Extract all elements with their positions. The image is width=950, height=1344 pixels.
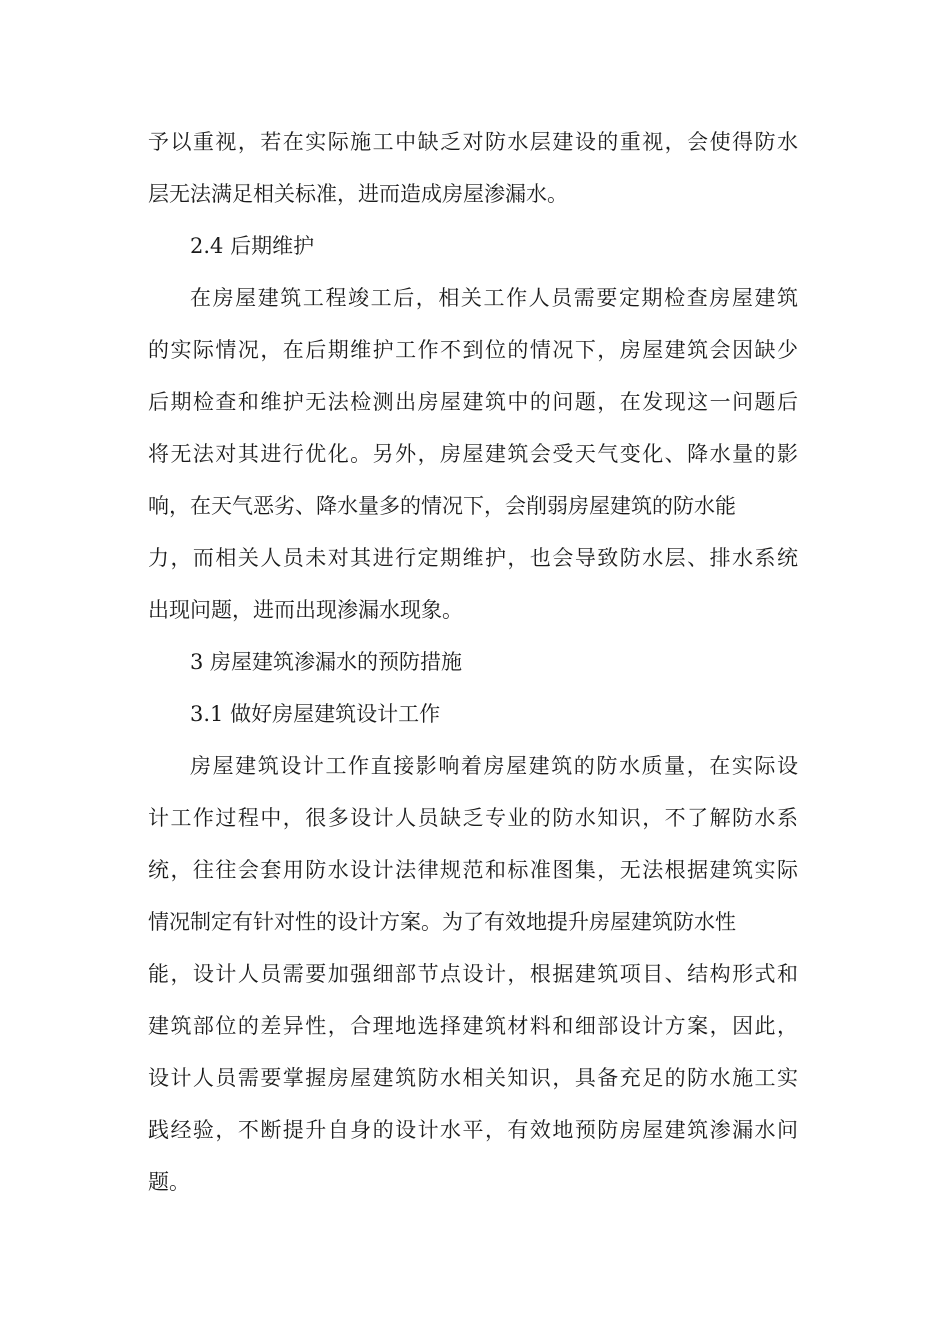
paragraph-line: 能，设计人员需要加强细部节点设计，根据建筑项目、结构形式和 [148,962,798,986]
paragraph-line: 设计人员需要掌握房屋建筑防水相关知识，具备充足的防水施工实 [148,1066,798,1090]
paragraph-line: 计工作过程中，很多设计人员缺乏专业的防水知识，不了解防水系 [148,806,798,830]
paragraph-line: 出现问题，进而出现渗漏水现象。 [148,598,463,622]
subsection-heading: 3.1 做好房屋建筑设计工作 [190,702,441,726]
paragraph-line: 情况制定有针对性的设计方案。为了有效地提升房屋建筑防水性 [148,910,736,934]
paragraph-line: 后期检查和维护无法检测出房屋建筑中的问题，在发现这一问题后 [148,390,798,414]
paragraph-line: 将无法对其进行优化。另外，房屋建筑会受天气变化、降水量的影 [148,442,798,466]
paragraph-line: 力，而相关人员未对其进行定期维护，也会导致防水层、排水系统 [148,546,798,570]
paragraph-line: 层无法满足相关标准，进而造成房屋渗漏水。 [148,182,568,206]
paragraph-line: 响，在天气恶劣、降水量多的情况下，会削弱房屋建筑的防水能 [148,494,736,518]
section-heading: 3 房屋建筑渗漏水的预防措施 [190,650,463,674]
paragraph-line: 的实际情况，在后期维护工作不到位的情况下，房屋建筑会因缺少 [148,338,798,362]
paragraph-line: 房屋建筑设计工作直接影响着房屋建筑的防水质量，在实际设 [190,754,798,778]
paragraph-line: 在房屋建筑工程竣工后，相关工作人员需要定期检查房屋建筑 [190,286,798,310]
paragraph-line: 建筑部位的差异性，合理地选择建筑材料和细部设计方案，因此， [148,1014,798,1038]
paragraph-line: 统，往往会套用防水设计法律规范和标准图集，无法根据建筑实际 [148,858,798,882]
paragraph-line: 题。 [148,1170,190,1194]
body-text [148,116,798,1208]
section-heading: 2.4 后期维护 [190,234,315,258]
paragraph-line: 践经验，不断提升自身的设计水平，有效地预防房屋建筑渗漏水问 [148,1118,798,1142]
paragraph-line: 予以重视，若在实际施工中缺乏对防水层建设的重视，会使得防水 [148,130,798,154]
